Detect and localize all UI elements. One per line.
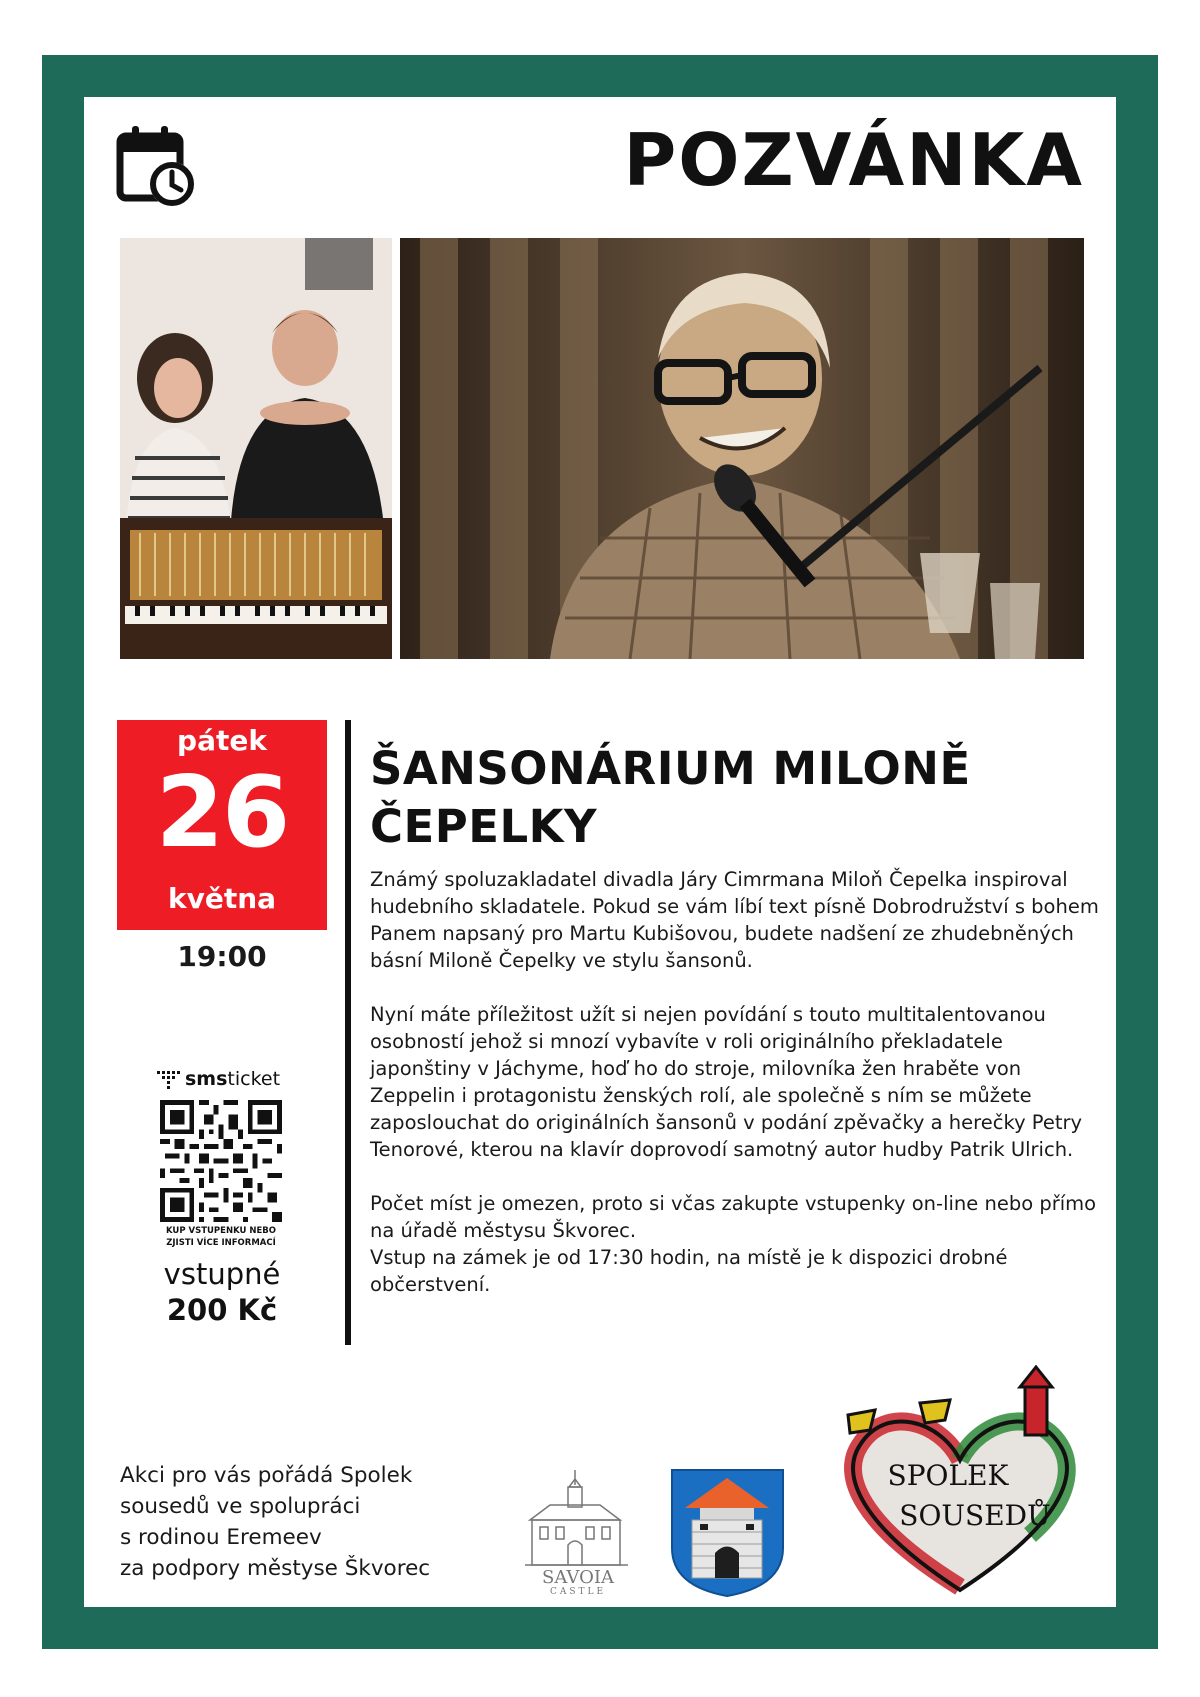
event-title-line2: ČEPELKY [370, 800, 598, 853]
event-weekday: pátek [177, 724, 267, 757]
event-day-number: 26 [155, 756, 289, 870]
description-paragraph: Vstup na zámek je od 17:30 hodin, na místě je k dispozici drobné občerstvení. [370, 1246, 1008, 1296]
svg-text:SOUSEDŮ: SOUSEDŮ [899, 1499, 1051, 1532]
duo-piano-photo [120, 238, 392, 659]
skvorec-crest-logo [670, 1468, 785, 1598]
qr-caption: KUP VSTUPENKU NEBO ZJISTI VÍCE INFORMACÍ [165, 1226, 276, 1248]
portrait-photo [400, 238, 1084, 659]
vertical-divider [345, 720, 351, 1345]
savoia-castle-logo [520, 1465, 640, 1595]
description-paragraph: Nyní máte příležitost užít si nejen povídání s touto multitalentovanou osobností jehož si mnozí vybavíte v roli originálního překladatele japonštiny v Jáchyme, hoď ho do stroje, milovníka žen hraběte von Zeppelin i protagonistu ženských rolí, ale společně s ním se můžete zaposlouchat do originálních šansonů v podání zpěvačky a herečky Petry Tenorové, kterou na klavír doprovodí samotný autor hudby Patrik Ulrich. [370, 1003, 1083, 1161]
event-date-badge [117, 720, 327, 930]
spolek-sousedu-logo [830, 1365, 1090, 1600]
event-time: 19:00 [177, 940, 267, 973]
price-label: vstupné [163, 1257, 281, 1291]
ticket-qr-code[interactable] [160, 1100, 282, 1222]
page-title: POZVÁNKA [623, 118, 1084, 202]
description-paragraph: Známý spoluzakladatel divadla Járy Cimrmana Miloň Čepelka inspiroval hudebního skladatele. Pokud se vám líbí text písně Dobrodružství s bohem Panem napsaný pro Martu Kubišovou, budete nadšení ze zhudebněných básní Miloně Čepelky ve stylu šansonů. [370, 868, 1099, 972]
smsticket-logo-icon [155, 1067, 185, 1093]
calendar-clock-icon [116, 124, 198, 208]
svg-text:CASTLE: CASTLE [549, 1587, 607, 1595]
event-month: května [167, 882, 277, 915]
price-value: 200 Kč [166, 1293, 278, 1327]
event-title [370, 740, 1100, 856]
smsticket-brand: smsticket [185, 1068, 281, 1090]
organizer-note: Akci pro vás pořádá Spolek sousedů ve spolupráci s rodinou Eremeev za podpory městyse Škvorec [120, 1463, 431, 1581]
description-paragraph: Počet míst je omezen, proto si včas zakupte vstupenky on-line nebo přímo na úřadě městysu Škvorec. [370, 1192, 1097, 1242]
svg-text:SPOLEK: SPOLEK [887, 1459, 1009, 1492]
event-description [370, 866, 1105, 1298]
svg-text:SAVOIA: SAVOIA [542, 1567, 614, 1588]
event-title-line1: ŠANSONÁRIUM MILONĚ [370, 742, 971, 795]
